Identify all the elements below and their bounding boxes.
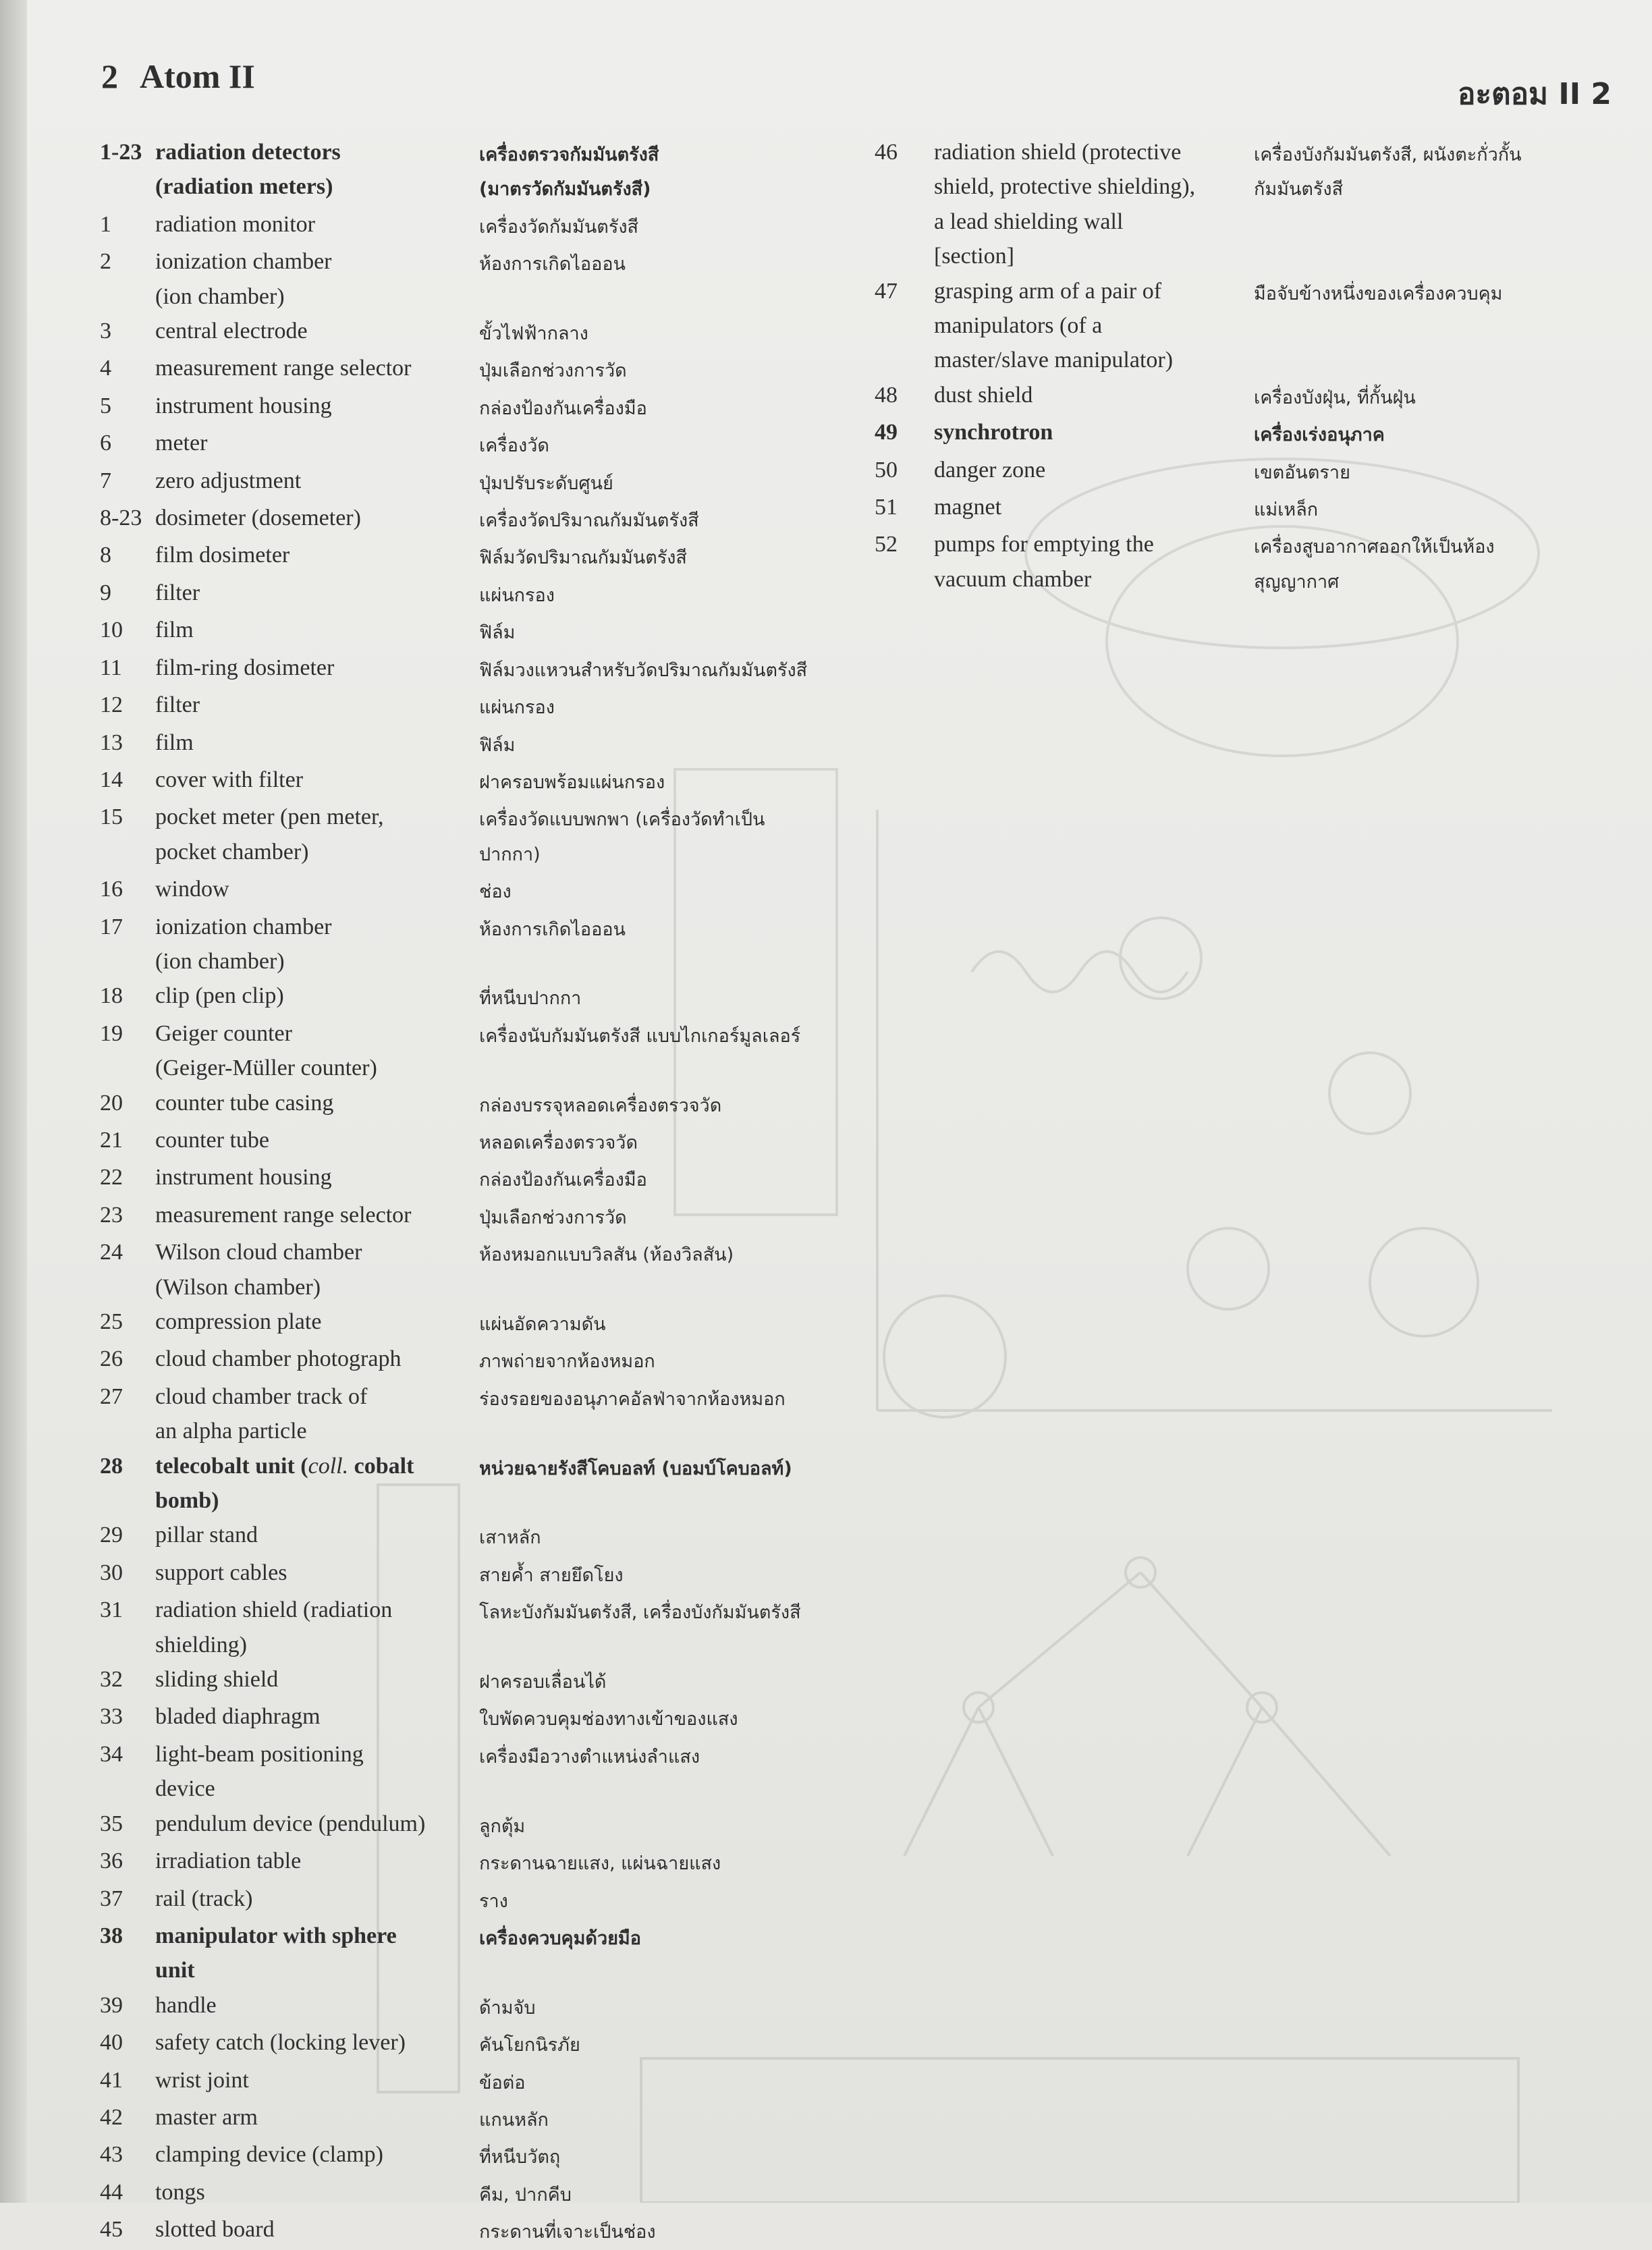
entry-english-term: magnet bbox=[934, 495, 1002, 520]
glossary-entry bbox=[100, 207, 869, 244]
entry-number: 8-23 bbox=[100, 505, 142, 531]
entry-number: 14 bbox=[100, 767, 123, 792]
entry-number: 16 bbox=[100, 877, 123, 902]
entry-english-term: light-beam positioning device bbox=[155, 1741, 364, 1802]
glossary-entry bbox=[100, 1919, 869, 1988]
glossary-entry bbox=[869, 527, 1625, 599]
glossary-entry bbox=[100, 1556, 869, 1593]
entry-number: 37 bbox=[100, 1886, 123, 1911]
entry-thai-term: คันโยกนิรภัย bbox=[479, 2035, 580, 2056]
entry-thai-term: แผ่นกรอง bbox=[479, 697, 555, 719]
glossary-entry bbox=[100, 725, 869, 763]
entry-number: 42 bbox=[100, 2104, 123, 2130]
entry-thai-term: ที่หนีบปากกา bbox=[479, 988, 582, 1010]
entry-thai-term: สายค้ำ สายยึดโยง bbox=[479, 1564, 624, 1586]
entry-english-term: film bbox=[155, 730, 194, 755]
entry-thai-term: เครื่องควบคุมด้วยมือ bbox=[479, 1927, 641, 1949]
entry-english-term: instrument housing bbox=[155, 1165, 332, 1190]
glossary-entry bbox=[869, 415, 1625, 452]
entry-thai-term: กระดานที่เจาะเป็นช่อง bbox=[479, 2222, 656, 2243]
entry-number: 2 bbox=[100, 249, 111, 275]
entry-thai-term: เครื่องสูบอากาศออกให้เป็นห้อง สุญญากาศ bbox=[1254, 537, 1495, 593]
entry-number: 45 bbox=[100, 2217, 123, 2243]
entry-number: 34 bbox=[100, 1741, 123, 1767]
glossary-entry bbox=[100, 244, 869, 314]
entry-thai-term: ราง bbox=[479, 1890, 508, 1912]
entry-number: 29 bbox=[100, 1522, 123, 1548]
entry-number: 11 bbox=[100, 655, 122, 680]
entry-english-term: rail (track) bbox=[155, 1886, 253, 1911]
entry-thai-term: ใบพัดควบคุมช่องทางเข้าของแสง bbox=[479, 1709, 738, 1730]
glossary-entry bbox=[100, 2063, 869, 2100]
entry-thai-term: ห้องหมอกแบบวิลสัน (ห้องวิลสัน) bbox=[479, 1244, 734, 1266]
entry-thai-term: แผ่นอัดความดัน bbox=[479, 1314, 606, 1335]
entry-number: 51 bbox=[875, 495, 898, 520]
entry-english-term: sliding shield bbox=[155, 1667, 279, 1693]
entry-number: 47 bbox=[875, 278, 898, 304]
glossary-entry bbox=[100, 1844, 869, 1881]
entry-number: 30 bbox=[100, 1560, 123, 1585]
entry-english-term: compression plate bbox=[155, 1309, 322, 1334]
entry-english-term: slotted board bbox=[155, 2217, 275, 2243]
entry-thai-term: หน่วยฉายรังสีโคบอลท์ (บอมบ์โคบอลท์) bbox=[479, 1458, 792, 1479]
entry-number: 28 bbox=[100, 1453, 123, 1479]
entry-thai-term: เครื่องบังกัมมันตรังสี, ผนังตะกั่วกั้น กัมมันตรังสี bbox=[1254, 144, 1522, 200]
entry-thai-term: ห้องการเกิดไอออน bbox=[479, 918, 626, 940]
entry-thai-term: ฟิล์ม bbox=[479, 622, 516, 644]
entry-english-term: window bbox=[155, 877, 229, 902]
entry-english-term: radiation detectors (radiation meters) bbox=[155, 140, 341, 200]
entry-number: 44 bbox=[100, 2179, 123, 2205]
glossary-entry bbox=[100, 2100, 869, 2137]
entry-number: 5 bbox=[100, 393, 111, 418]
entry-english-term: telecobalt unit (coll. cobalt bomb) bbox=[155, 1453, 414, 1514]
entry-english-term: clamping device (clamp) bbox=[155, 2142, 383, 2168]
entry-thai-term: ร่องรอยของอนุภาคอัลฟ่าจากห้องหมอก bbox=[479, 1388, 786, 1410]
glossary-entry bbox=[100, 910, 869, 979]
entry-number: 36 bbox=[100, 1848, 123, 1874]
entry-number: 43 bbox=[100, 2142, 123, 2168]
entry-number: 18 bbox=[100, 983, 123, 1009]
entry-thai-term: มือจับข้างหนึ่งของเครื่องควบคุม bbox=[1254, 283, 1503, 304]
entry-number: 3 bbox=[100, 319, 111, 344]
entry-english-term: cloud chamber track of an alpha particle bbox=[155, 1383, 368, 1444]
entry-english-term: bladed diaphragm bbox=[155, 1704, 321, 1730]
glossary-entry bbox=[100, 464, 869, 501]
entry-number: 48 bbox=[875, 382, 898, 408]
entry-number: 4 bbox=[100, 356, 111, 381]
glossary-entry bbox=[100, 2137, 869, 2174]
entry-thai-term: กระดานฉายแสง, แผ่นฉายแสง bbox=[479, 1853, 721, 1875]
entry-english-term: film bbox=[155, 618, 194, 643]
entry-english-term: central electrode bbox=[155, 319, 308, 344]
entry-thai-term: ข้อต่อ bbox=[479, 2072, 526, 2093]
entry-number: 31 bbox=[100, 1597, 123, 1623]
entry-number: 24 bbox=[100, 1240, 123, 1265]
entry-english-term: Geiger counter (Geiger-Müller counter) bbox=[155, 1020, 377, 1081]
entry-thai-term: คีม, ปากคีบ bbox=[479, 2184, 572, 2205]
glossary-entry bbox=[100, 651, 869, 688]
entry-number: 49 bbox=[875, 420, 898, 445]
entry-number: 17 bbox=[100, 914, 123, 939]
chapter-header bbox=[101, 57, 255, 96]
entry-english-term: wrist joint bbox=[155, 2067, 249, 2093]
entry-english-term: support cables bbox=[155, 1560, 287, 1585]
entry-thai-term: กล่องป้องกันเครื่องมือ bbox=[479, 1170, 647, 1191]
entry-english-term: cover with filter bbox=[155, 767, 304, 792]
glossary-entry bbox=[100, 2175, 869, 2212]
entry-english-term: filter bbox=[155, 580, 200, 605]
glossary-entry bbox=[100, 872, 869, 909]
entry-number: 19 bbox=[100, 1020, 123, 1046]
entry-thai-term: แผ่นกรอง bbox=[479, 584, 555, 606]
entry-number: 20 bbox=[100, 1090, 123, 1116]
entry-english-term: radiation shield (radiation shielding) bbox=[155, 1597, 393, 1657]
glossary-entry bbox=[100, 501, 869, 538]
entry-english-term: dust shield bbox=[934, 382, 1033, 408]
entry-number: 41 bbox=[100, 2067, 123, 2093]
entry-thai-term: ภาพถ่ายจากห้องหมอก bbox=[479, 1351, 655, 1373]
glossary-entry bbox=[100, 688, 869, 725]
entry-number: 1 bbox=[100, 211, 111, 237]
entry-thai-term: ปุ่มเลือกช่วงการวัด bbox=[479, 360, 627, 382]
glossary-entry bbox=[869, 490, 1625, 527]
entry-thai-term: แม่เหล็ก bbox=[1254, 499, 1319, 521]
glossary-entry bbox=[100, 1016, 869, 1086]
entry-english-term: pendulum device (pendulum) bbox=[155, 1811, 426, 1836]
entry-thai-term: ปุ่มเลือกช่วงการวัด bbox=[479, 1207, 627, 1228]
entry-thai-term: เครื่องบังฝุ่น, ที่กั้นฝุ่น bbox=[1254, 387, 1416, 408]
entry-number: 22 bbox=[100, 1165, 123, 1190]
glossary-entry bbox=[100, 763, 869, 800]
glossary-entry bbox=[100, 1988, 869, 2025]
glossary-entry bbox=[100, 1379, 869, 1449]
entry-number: 46 bbox=[875, 140, 898, 165]
entry-thai-term: เครื่องมือวางตำแหน่งลำแสง bbox=[479, 1746, 700, 1767]
glossary-entry bbox=[100, 1198, 869, 1235]
entry-english-term: zero adjustment bbox=[155, 468, 302, 493]
entry-english-term: counter tube bbox=[155, 1127, 269, 1153]
entry-english-term: manipulator with sphere unit bbox=[155, 1923, 397, 1983]
glossary-column-left bbox=[100, 135, 869, 2250]
glossary-entry bbox=[100, 1235, 869, 1305]
entry-english-term: film dosimeter bbox=[155, 543, 290, 568]
entry-english-term: synchrotron bbox=[934, 420, 1053, 445]
glossary-column-right bbox=[869, 135, 1625, 599]
entry-thai-term: ปุ่มปรับระดับศูนย์ bbox=[479, 472, 613, 494]
entry-number: 50 bbox=[875, 457, 898, 483]
entry-number: 23 bbox=[100, 1202, 123, 1228]
glossary-entry bbox=[100, 1086, 869, 1123]
entry-thai-term: ลูกตุ้ม bbox=[479, 1815, 526, 1837]
glossary-entry bbox=[100, 389, 869, 426]
glossary-entry bbox=[100, 1699, 869, 1736]
entry-number: 25 bbox=[100, 1309, 123, 1334]
entry-thai-term: เครื่องเร่งอนุภาค bbox=[1254, 424, 1385, 446]
glossary-entry bbox=[869, 453, 1625, 490]
glossary-entry bbox=[100, 1593, 869, 1662]
glossary-entry bbox=[100, 1449, 869, 1518]
entry-thai-term: ฟิล์มวัดปริมาณกัมมันตรังสี bbox=[479, 547, 687, 569]
chapter-title: Atom II bbox=[140, 57, 255, 95]
entry-english-term: pocket meter (pen meter, pocket chamber) bbox=[155, 804, 384, 865]
entry-number: 52 bbox=[875, 532, 898, 557]
glossary-entry bbox=[100, 314, 869, 351]
entry-thai-term: ห้องการเกิดไอออน bbox=[479, 254, 626, 275]
entry-english-term: radiation monitor bbox=[155, 211, 316, 237]
glossary-entry bbox=[100, 1882, 869, 1919]
glossary-entry bbox=[100, 2212, 869, 2249]
entry-english-term: instrument housing bbox=[155, 393, 332, 418]
glossary-entry bbox=[100, 538, 869, 575]
entry-number: 8 bbox=[100, 543, 111, 568]
entry-number: 9 bbox=[100, 580, 111, 605]
entry-english-term: master arm bbox=[155, 2104, 258, 2130]
entry-english-term: cloud chamber photograph bbox=[155, 1346, 402, 1372]
entry-thai-term: ด้ามจับ bbox=[479, 1997, 536, 2019]
glossary-entry bbox=[100, 135, 869, 207]
entry-thai-term: ฝาครอบพร้อมแผ่นกรอง bbox=[479, 771, 665, 793]
entry-italic-abbrev: coll. bbox=[308, 1453, 349, 1479]
entry-number: 7 bbox=[100, 468, 111, 493]
entry-english-term: meter bbox=[155, 431, 208, 456]
entry-english-term: grasping arm of a pair of manipulators (of a master/slave manipulator) bbox=[934, 278, 1174, 373]
entry-number: 35 bbox=[100, 1811, 123, 1836]
entry-number: 13 bbox=[100, 730, 123, 755]
entry-thai-term: เครื่องวัดแบบพกพา (เครื่องวัดทำเป็น ปากกา) bbox=[479, 809, 765, 865]
glossary-entry bbox=[100, 1662, 869, 1699]
entry-thai-term: เครื่องวัด bbox=[479, 435, 549, 457]
entry-number: 10 bbox=[100, 618, 123, 643]
chapter-number: 2 bbox=[101, 57, 118, 95]
entry-number: 27 bbox=[100, 1383, 123, 1409]
entry-thai-term: ขั้วไฟฟ้ากลาง bbox=[479, 323, 588, 345]
entry-english-term: ionization chamber (ion chamber) bbox=[155, 914, 332, 974]
entry-thai-term: เครื่องตรวจกัมมันตรังสี (มาตรวัดกัมมันตรังสี) bbox=[479, 144, 659, 200]
glossary-entry bbox=[100, 426, 869, 463]
entry-thai-term: โลหะบังกัมมันตรังสี, เครื่องบังกัมมันตรังสี bbox=[479, 1602, 801, 1624]
glossary-entry bbox=[100, 1518, 869, 1555]
glossary-entry bbox=[100, 1807, 869, 1844]
entry-thai-term: ช่อง bbox=[479, 881, 512, 903]
entry-thai-term: เขตอันตราย bbox=[1254, 462, 1350, 483]
glossary-entry bbox=[869, 135, 1625, 274]
glossary-entry bbox=[100, 979, 869, 1016]
entry-english-term: pumps for emptying the vacuum chamber bbox=[934, 532, 1154, 592]
entry-english-term: safety catch (locking lever) bbox=[155, 2030, 406, 2056]
entry-thai-term: แกนหลัก bbox=[479, 2109, 549, 2131]
entry-number: 40 bbox=[100, 2030, 123, 2056]
entry-english-term: Wilson cloud chamber (Wilson chamber) bbox=[155, 1240, 362, 1300]
entry-number: 26 bbox=[100, 1346, 123, 1372]
entry-english-term: handle bbox=[155, 1992, 217, 2018]
entry-thai-term: ฟิล์ม bbox=[479, 734, 516, 756]
entry-thai-term: ฟิล์มวงแหวนสำหรับวัดปริมาณกัมมันตรังสี bbox=[479, 659, 808, 681]
entry-english-term: measurement range selector bbox=[155, 1202, 412, 1228]
entry-english-term: tongs bbox=[155, 2179, 205, 2205]
glossary-entry bbox=[100, 576, 869, 613]
glossary-entry bbox=[100, 1305, 869, 1342]
glossary-entry bbox=[100, 351, 869, 388]
glossary-entry bbox=[100, 1160, 869, 1197]
entry-english-term: pillar stand bbox=[155, 1522, 258, 1548]
entry-english-term: counter tube casing bbox=[155, 1090, 334, 1116]
entry-thai-term: หลอดเครื่องตรวจวัด bbox=[479, 1132, 638, 1153]
glossary-entry bbox=[100, 1737, 869, 1807]
entry-number: 12 bbox=[100, 692, 123, 718]
entry-thai-term: กล่องบรรจุหลอดเครื่องตรวจวัด bbox=[479, 1095, 722, 1116]
entry-english-term: clip (pen clip) bbox=[155, 983, 284, 1009]
glossary-entry bbox=[869, 274, 1625, 378]
entry-english-term: film-ring dosimeter bbox=[155, 655, 335, 680]
entry-number: 6 bbox=[100, 431, 111, 456]
entry-number: 38 bbox=[100, 1923, 123, 1948]
glossary-entry bbox=[100, 800, 869, 872]
entry-thai-term: กล่องป้องกันเครื่องมือ bbox=[479, 397, 647, 419]
entry-thai-term: เสาหลัก bbox=[479, 1527, 541, 1549]
entry-number: 39 bbox=[100, 1992, 123, 2018]
entry-number: 15 bbox=[100, 804, 123, 830]
entry-english-term: dosimeter (dosemeter) bbox=[155, 505, 361, 531]
entry-english-term: radiation shield (protective shield, protective shielding), a lead shielding wall [section] bbox=[934, 140, 1196, 269]
entry-thai-term: ฝาครอบเลื่อนได้ bbox=[479, 1672, 607, 1693]
entry-number: 33 bbox=[100, 1704, 123, 1730]
entry-thai-term: เครื่องนับกัมมันตรังสี แบบไกเกอร์มูลเลอร์ bbox=[479, 1025, 801, 1047]
entry-english-term: danger zone bbox=[934, 457, 1046, 483]
glossary-entry bbox=[100, 1123, 869, 1160]
entry-number: 21 bbox=[100, 1127, 123, 1153]
glossary-entry bbox=[100, 613, 869, 650]
entry-english-term: measurement range selector bbox=[155, 356, 412, 381]
entry-english-term: filter bbox=[155, 692, 200, 718]
entry-thai-term: เครื่องวัดปริมาณกัมมันตรังสี bbox=[479, 510, 699, 532]
thai-chapter-header: อะตอม II 2 bbox=[1457, 77, 1612, 111]
entry-number: 1-23 bbox=[100, 140, 142, 165]
glossary-entry bbox=[100, 2025, 869, 2062]
entry-thai-term: ที่หนีบวัตถุ bbox=[479, 2147, 561, 2168]
entry-number: 32 bbox=[100, 1667, 123, 1693]
glossary-entry bbox=[869, 378, 1625, 415]
entry-thai-term: เครื่องวัดกัมมันตรังสี bbox=[479, 216, 638, 238]
entry-english-term: ionization chamber (ion chamber) bbox=[155, 249, 332, 309]
entry-english-term: irradiation table bbox=[155, 1848, 302, 1874]
glossary-entry bbox=[100, 1342, 869, 1379]
